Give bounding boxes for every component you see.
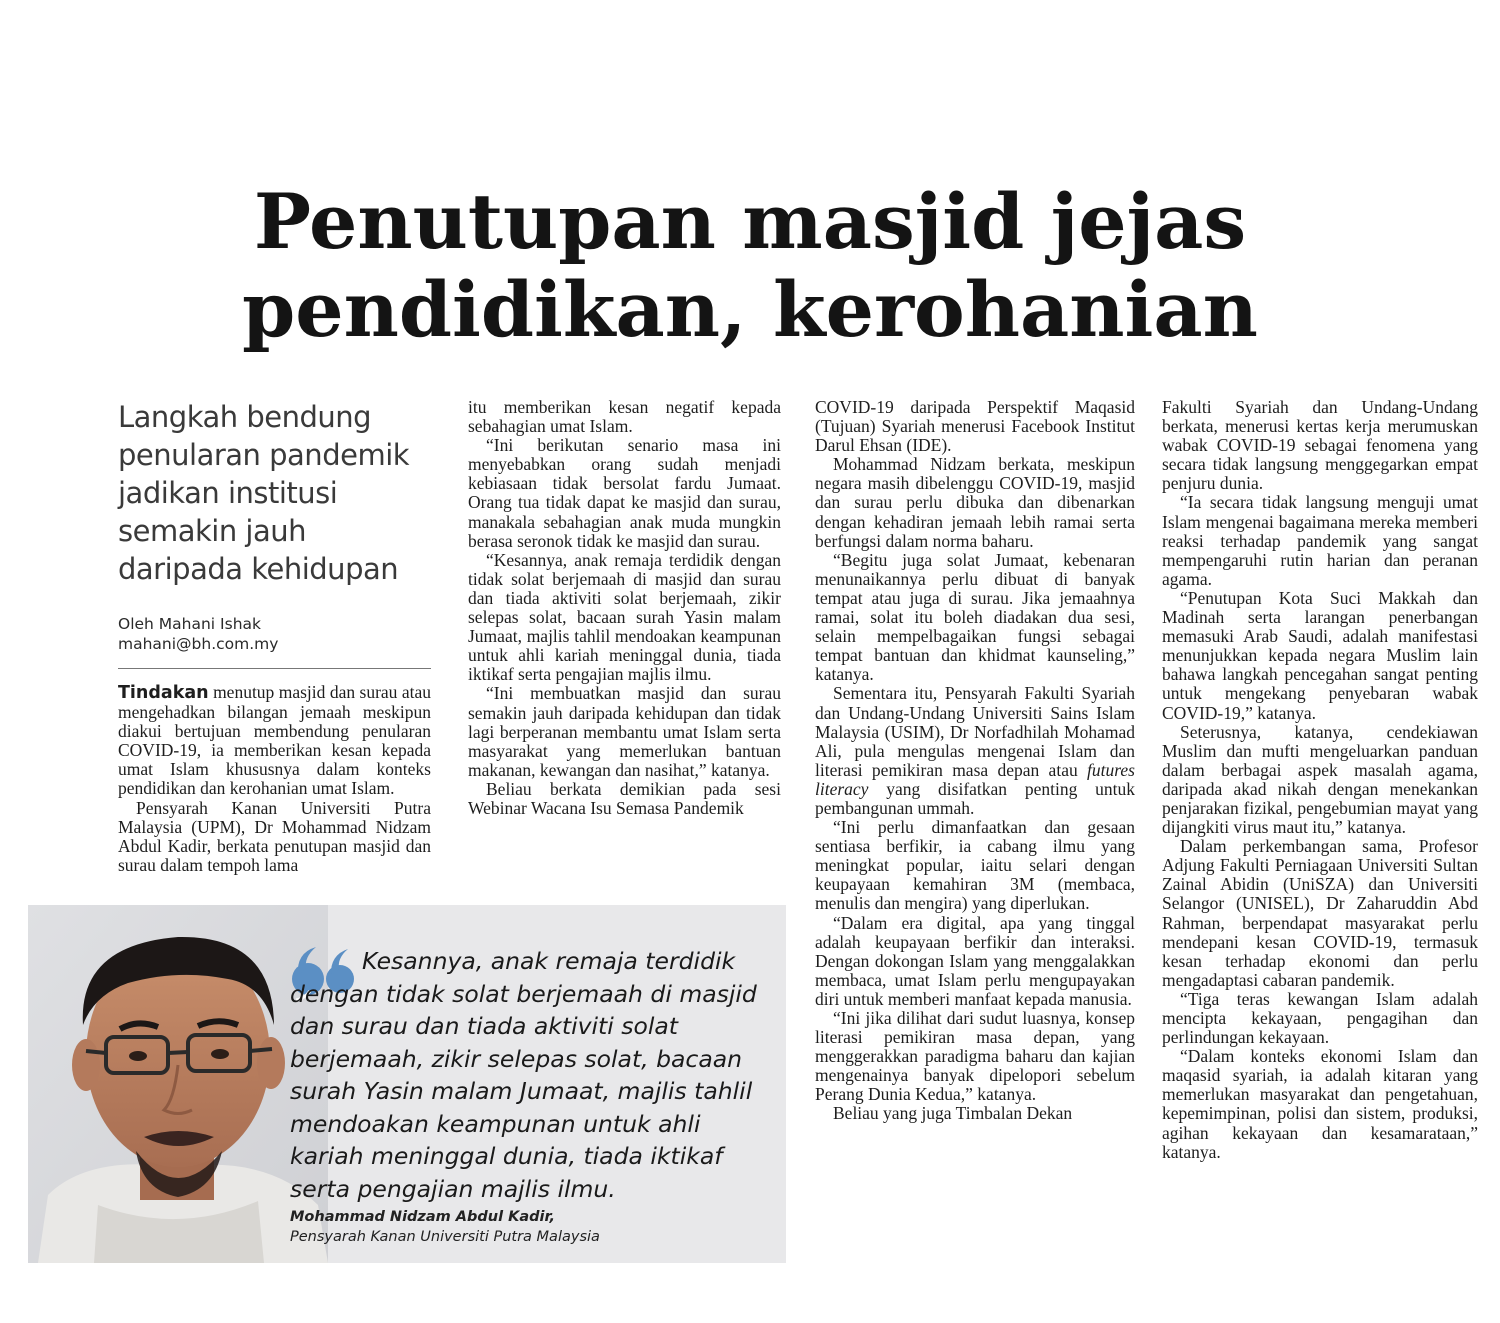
paragraph: Mohammad Nidzam berkata, meskipun negara masih dibelenggu COVID-19, masjid dan surau perlu dibuka dan dibenarkan dengan kehadiran jemaah lebih ramai serta berfungsi dalam norma baharu. bbox=[815, 454, 1135, 551]
pull-quote-role: Pensyarah Kanan Universiti Putra Malaysia bbox=[290, 1229, 600, 1245]
paragraph: “Penutupan Kota Suci Makkah dan Madinah serta larangan penerbangan memasuki Arab Saudi, adalah manifestasi menunjukkan kepada negara Muslim lain bahawa langkah pencegahan sangat penting untuk mengekang penyebaran wabak COVID-19,” katanya. bbox=[1162, 587, 1478, 723]
paragraph: “Ia secara tidak langsung menguji umat Islam mengenai bagaimana mereka memberi reaksi terhadap pandemik yang sangat mempengaruhi rutin harian dan peranan agama. bbox=[1162, 492, 1478, 589]
paragraph: “Dalam konteks ekonomi Islam dan maqasid syariah, ia adalah kitaran yang memerlukan masyarakat dan pengetahuan, kepemimpinan, polisi dan sistem, produksi, agihan kekayaan dan kesamarataan,” katanya. bbox=[1162, 1046, 1478, 1162]
column-3 bbox=[815, 398, 1135, 1124]
pull-quote-name: Mohammad Nidzam Abdul Kadir, bbox=[290, 1209, 556, 1225]
headline-line-2: pendidikan, kerohanian bbox=[242, 265, 1258, 354]
byline-author: Oleh Mahani Ishak bbox=[118, 615, 261, 633]
headline-line-1: Penutupan masjid jejas bbox=[253, 177, 1247, 266]
paragraph: Pensyarah Kanan Universiti Putra Malaysia (UPM), Dr Mohammad Nidzam Abdul Kadir, berkata penutupan masjid dan surau dalam tempoh lama bbox=[118, 797, 431, 875]
lead-word: Tindakan bbox=[118, 683, 209, 703]
paragraph: “Ini jika dilihat dari sudut luasnya, konsep literasi pemikiran masa depan, yang menggerakkan paradigma baharu dan kajian mengenainya banyak dipelopori sebelum Perang Dunia Kedua,” katanya. bbox=[815, 1008, 1135, 1105]
paragraph: “Ini berikutan senario masa ini menyebabkan orang sudah menjadi kebiasaan tidak bersolat fardu Jumaat. Orang tua tidak dapat ke masjid dan surau, manakala sebahagian anak muda mungkin berasa seronok tidak ke masjid dan surau. bbox=[468, 435, 781, 551]
paragraph bbox=[815, 684, 1135, 818]
paragraph: COVID-19 daripada Perspektif Maqasid (Tujuan) Syariah menerusi Facebook Institut Darul Ehsan (IDE). bbox=[815, 397, 1135, 456]
paragraph: “Dalam era digital, apa yang tinggal adalah keupayaan berfikir dan interaksi. Dengan dokongan Islam yang menggalakkan membaca, umat Islam perlu mengupayakan diri untuk memberi manfaat kepada manusia. bbox=[815, 912, 1135, 1009]
byline bbox=[118, 614, 431, 669]
pull-quote-panel bbox=[28, 905, 786, 1263]
paragraph: Beliau berkata demikian pada sesi Webinar Wacana Isu Semasa Pandemik bbox=[468, 778, 781, 818]
paragraph: “Begitu juga solat Jumaat, kebenaran menunaikannya perlu dibuat di banyak tempat atau juga di surau. Jika jemaahnya ramai, solat itu boleh diadakan dua sesi, selain mempelbagaikan fungsi sebagai tempat bantuan dan khidmat kaunseling,” katanya. bbox=[815, 549, 1135, 685]
column-1 bbox=[118, 398, 431, 875]
column-2 bbox=[468, 398, 781, 818]
paragraph-text: Sementara itu, Pensyarah Fakulti Syariah dan Undang-Undang Universiti Sains Islam Malaysia (USIM), Dr Norfadhilah Mohamad Ali, pula mengulas mengenai Islam dan literasi pemikiran masa depan atau bbox=[815, 683, 1135, 780]
italic-term: futures literacy bbox=[815, 759, 1135, 799]
byline-email: mahani@bh.com.my bbox=[118, 635, 279, 653]
portrait-photo bbox=[28, 905, 328, 1263]
paragraph-text: yang disifatkan penting untuk pembangunan ummah. bbox=[815, 778, 1135, 818]
paragraph: “Ini perlu dimanfaatkan dan gesaan sentiasa berfikir, ia cabang ilmu yang meningkat popular, iaitu selari dengan keupayaan kemahiran 3M (membaca, menulis dan mengira) yang diperlukan. bbox=[815, 817, 1135, 914]
lead-paragraph-text: menutup masjid dan surau atau mengehadkan bilangan jemaah meskipun diakui bertujuan membendung penularan COVID-19, ia memberikan kesan kepada umat Islam khususnya dalam konteks pendidikan dan kerohanian umat Islam. bbox=[118, 682, 431, 799]
column-4 bbox=[1162, 398, 1478, 1162]
paragraph: “Tiga teras kewangan Islam adalah mencipta kekayaan, pengagihan dan perlindungan kekayaan. bbox=[1162, 988, 1478, 1048]
paragraph: Seterusnya, katanya, cendekiawan Muslim dan mufti mengeluarkan panduan dalam berbagai aspek masalah agama, daripada akad nikah dengan menekankan penjarakan fizikal, pengebumian mayat yang dijangkiti virus maut itu,” katanya. bbox=[1162, 721, 1478, 838]
standfirst: Langkah bendung penularan pandemik jadikan institusi semakin jauh daripada kehidupan bbox=[118, 400, 410, 586]
paragraph: Fakulti Syariah dan Undang-Undang berkata, menerusi kertas kerja merumuskan wabak COVID-19 sebagai fenomena yang secara tidak langsung menggegarkan empat penjuru dunia. bbox=[1162, 397, 1478, 494]
paragraph: “Ini membuatkan masjid dan surau semakin jauh daripada kehidupan dan tidak lagi berperanan membantu umat Islam serta masyarakat yang memerlukan bantuan makanan, kewangan dan nasihat,” katanya. bbox=[468, 683, 781, 780]
paragraph: “Kesannya, anak remaja terdidik dengan tidak solat berjemaah di masjid dan surau dan tiada aktiviti solat berjemaah, zikir selepas solat, bacaan surah Yasin malam Jumaat, majlis tahlil mendoakan keampunan untuk ahli kariah meninggal dunia, tiada iktikaf serta pengajian majlis ilmu. bbox=[468, 549, 781, 685]
headline bbox=[0, 178, 1500, 354]
paragraph: Dalam perkembangan sama, Profesor Adjung Fakulti Perniagaan Universiti Sultan Zainal Abidin (UniSZA) dan Universiti Selangor (UNISEL), Dr Zaharuddin Abd Rahman, berpendapat masyarakat perlu mendepani kesan COVID-19, termasuk kesan terhadap ekonomi dan perlu mengadaptasi cabaran pandemik. bbox=[1162, 836, 1478, 990]
paragraph: Beliau yang juga Timbalan Dekan bbox=[833, 1103, 1073, 1124]
lead-paragraph bbox=[118, 683, 431, 799]
paragraph: itu memberikan kesan negatif kepada sebahagian umat Islam. bbox=[468, 397, 781, 437]
pull-quote-text: Kesannya, anak remaja terdidik dengan tidak solat berjemaah di masjid dan surau dan tiada aktiviti solat berjemaah, zikir selepas solat, bacaan surah Yasin malam Jumaat, majlis tahlil mendoakan keampunan untuk ahli kariah meninggal dunia, tiada iktikaf serta pengajian majlis ilmu. bbox=[290, 947, 757, 1203]
